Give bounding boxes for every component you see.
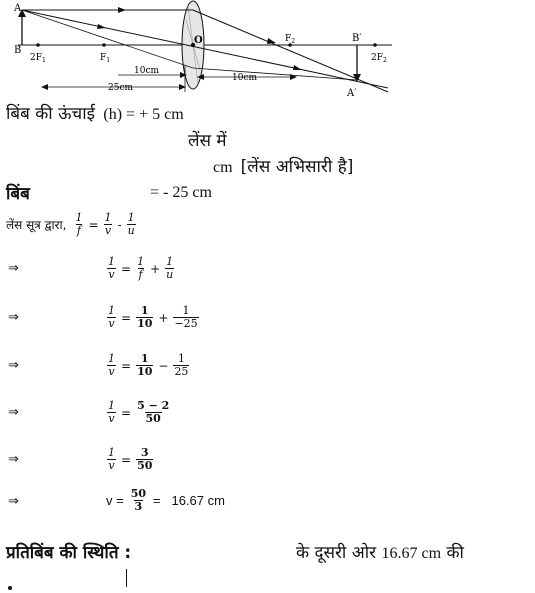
implies-6: ⇒	[8, 494, 19, 509]
object-label: बिंब	[6, 184, 30, 204]
dim-10cm-right: 10cm	[232, 73, 258, 83]
image-position-text: के दूसरी ओर 16.67 cm की	[296, 543, 464, 563]
label-A: A	[14, 3, 22, 14]
image-position-label: प्रतिबिंब की स्थिति :	[6, 543, 132, 563]
cutoff-dot	[8, 586, 12, 590]
lens-formula-row: लेंस सूत्र द्वारा, $\frac{1}{f}$ = $\frac{1}{v}$ - $\frac{1}{u}$	[6, 211, 135, 237]
equation-5: $\frac{1}{v}$ = $\frac{3}{50}$	[108, 446, 153, 472]
ray-through-center	[22, 10, 388, 88]
eq0-r2: $\frac{1}{u}$	[127, 211, 135, 237]
cutoff-mark	[126, 569, 127, 587]
object-distance-value: = - 25 cm	[150, 184, 212, 201]
eq0-lhs: $\frac{1}{f}$	[75, 211, 83, 237]
final-result: = 16.67 cm	[153, 493, 225, 508]
implies-5: ⇒	[8, 452, 19, 467]
label-O: O	[194, 35, 203, 46]
implies-3: ⇒	[8, 358, 19, 373]
equation-1: $\frac{1}{v}$ = $\frac{1}{f}$ + $\frac{1}{u}$	[108, 255, 174, 281]
object-height-label: बिंब की ऊंचाई	[6, 104, 95, 124]
label-2F1: $2F_1$	[30, 53, 46, 64]
dim-25cm: 25cm	[108, 83, 134, 93]
label-Bprime: B′	[352, 33, 362, 44]
equation-2: $\frac{1}{v}$ = $\frac{1}{10}$ + $\frac{1}{-25}$	[108, 304, 198, 330]
object-height-line	[6, 101, 184, 124]
dim-10cm-left: 10cm	[134, 66, 160, 76]
label-Aprime: A′	[347, 88, 357, 99]
equation-6: v = $\frac{50}{3}$ = 16.67 cm	[106, 487, 225, 513]
eq0-r1: $\frac{1}{v}$	[104, 211, 112, 237]
focal-length-line	[213, 154, 353, 177]
implies-4: ⇒	[8, 405, 19, 420]
implies-2: ⇒	[8, 310, 19, 325]
lens-line: लेंस में	[188, 131, 227, 151]
label-B: B	[14, 45, 22, 56]
label-F1: $F_1$	[100, 53, 111, 64]
implies-1: ⇒	[8, 261, 19, 276]
converging-note: [लेंस अभिसारी है]	[240, 157, 354, 177]
object-height-value: (h) = + 5 cm	[103, 106, 184, 123]
ray-diagram	[0, 0, 400, 100]
equation-3: $\frac{1}{v}$ = $\frac{1}{10}$ − $\frac{1}{25}$	[108, 352, 189, 378]
lens-formula-label: लेंस सूत्र द्वारा,	[6, 218, 67, 232]
focal-length-unit: cm	[213, 159, 233, 176]
equation-4: $\frac{1}{v}$ = $\frac{5 - 2}{50}$	[108, 399, 170, 425]
label-F2: $F_2$	[285, 34, 296, 45]
label-2F2: $2F_2$	[371, 53, 387, 64]
